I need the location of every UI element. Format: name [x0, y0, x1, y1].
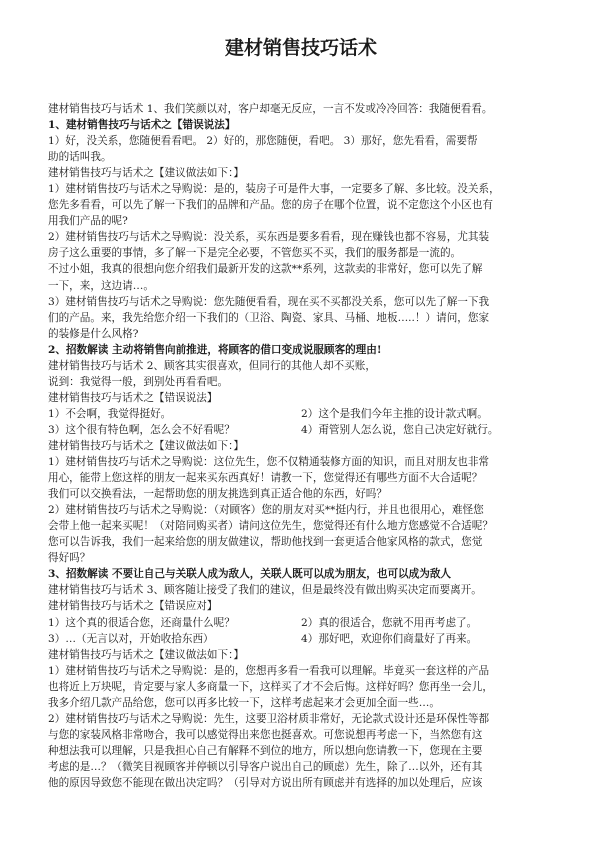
- option-item: 1）这个真的很适合您，还商量什么呢？: [48, 616, 235, 629]
- option-item: 2）这个是我们今年主推的设计款式啊。: [301, 407, 488, 420]
- paragraph: 与您的家装风格非常吻合，我可以感觉得出来您也挺喜欢。可您说想再考虑一下，当然您有这: [48, 728, 483, 741]
- paragraph: 您先多看看，可以先了解一下我们的品牌和产品。您的房子在哪个位置，说不定您这个小区也有: [48, 199, 493, 212]
- paragraph: 助的话叫我。: [48, 151, 112, 164]
- paragraph: 建材销售技巧与话术 3、顾客随让接受了我们的建议，但是最终没有做出购买决定而要离开。: [48, 584, 482, 597]
- paragraph: 我多介绍几款产品给您，您可以再多比较一下，这样考虑起来才会更加全面一些…。: [48, 696, 440, 709]
- paragraph: 的装修是什么风格?: [48, 327, 139, 340]
- paragraph: 2）建材销售技巧与话术之导购说：（对顾客）您的朋友对买**挺内行，并且也很用心，难怪您: [48, 504, 484, 517]
- paragraph: 1）建材销售技巧与话术之导购说：这位先生，您不仅精通装修方面的知识，而且对朋友也非常: [48, 456, 490, 469]
- paragraph: 用我们产品的呢?: [48, 215, 128, 228]
- paragraph: 房子这么重要的事情，多了解一下是完全必要，不管您买不买，我们的服务都是一流的。: [48, 247, 462, 260]
- option-item: 4）甭管别人怎么说，您自己决定好就行。: [301, 423, 499, 436]
- paragraph: 种想法我可以理解，只是我担心自己有解释不到位的地方，所以想向您请教一下，您现在主要: [48, 744, 483, 757]
- paragraph: 得好吗？: [48, 552, 91, 565]
- paragraph: 建材销售技巧与话术之【建议做法如下：】: [48, 167, 244, 180]
- paragraph: 建材销售技巧与话术 1、我们笑颜以对，客户却毫无反应，一言不发或冷冷回答：我随便看看。: [48, 103, 493, 115]
- paragraph: 建材销售技巧与话术之【建议做法如下：】: [48, 648, 244, 661]
- paragraph: 我们可以交换看法，一起帮助您的朋友挑选到真正适合他的东西，好吗？: [48, 488, 387, 501]
- option-row: [48, 615, 554, 631]
- option-item: 3）这个很有特色啊，怎么会不好看呢？: [48, 423, 235, 436]
- option-item: 2）真的很适合，您就不用再考虑了。: [301, 616, 478, 629]
- option-row: [48, 422, 554, 438]
- option-row: [48, 631, 554, 647]
- option-item: 3）…（无言以对，开始收拾东西）: [48, 632, 214, 645]
- paragraph: 2）建材销售技巧与话术之导购说：先生，这要卫浴材质非常好，无论款式设计还是环保性等都: [48, 712, 490, 725]
- paragraph: 建材销售技巧与话术之【错误应对】: [48, 600, 218, 613]
- paragraph: 1）好，没关系，您随便看看吧。 2）好的，那您随便，看吧。 3）那好，您先看看，需要帮: [48, 135, 478, 148]
- paragraph: 3）建材销售技巧与话术之导购说：您先随便看看，现在买不买都没关系，您可以先了解一下我: [48, 295, 490, 308]
- option-row: [48, 406, 554, 422]
- section-heading: 2、招数解读 主动将销售向前推进，将顾客的借口变成说服顾客的理由!: [48, 343, 382, 356]
- paragraph: 建材销售技巧与话术 2、顾客其实很喜欢，但同行的其他人却不买账，: [48, 359, 376, 372]
- paragraph: 会带上他一起来买呢！（对陪同购买者）请问这位先生，您觉得还有什么地方您感觉不合适呢？: [48, 520, 493, 533]
- paragraph: 一下，来，这边请…。: [48, 279, 154, 292]
- paragraph: 建材销售技巧与话术之【错误说法】: [48, 391, 218, 404]
- paragraph: 2）建材销售技巧与话术之导购说：没关系，买东西是要多看看，现在赚钱也都不容易，尤其装: [48, 231, 490, 244]
- section-heading: 1、建材销售技巧与话术之【错误说法】: [48, 119, 236, 132]
- paragraph: 也将近上万块呢，肯定要与家人多商量一下，这样买了才不会后悔。这样好吗？您再坐一会儿，: [48, 680, 493, 693]
- paragraph: 1）建材销售技巧与话术之导购说：是的，装房子可是件大事，一定要多了解、多比较。没关系，: [48, 183, 500, 196]
- paragraph: 说到：我觉得一般，到别处再看看吧。: [48, 375, 229, 388]
- paragraph: 建材销售技巧与话术之【建议做法如下：】: [48, 439, 244, 452]
- paragraph: 1）建材销售技巧与话术之导购说：是的，您想再多看一看我可以理解。毕竟买一套这样的产品: [48, 664, 490, 677]
- paragraph: 他的原因导致您不能现在做出决定吗？（引导对方说出所有顾虑并有选择的加以处理后，应该: [48, 776, 483, 789]
- paragraph: 不过小姐，我真的很想向您介绍我们最新开发的这款**系列，这款卖的非常好，您可以先了解: [48, 263, 483, 276]
- document-title: 建材销售技巧话术: [224, 37, 377, 59]
- paragraph: 用心，能带上您这样的朋友一起来买东西真好！请教一下，您觉得还有哪些方面不大合适呢？: [48, 472, 483, 485]
- section-heading: 3、招数解读 不要让自己与关联人成为敌人，关联人既可以成为朋友，也可以成为敌人: [48, 568, 452, 581]
- option-item: 4）那好吧，欢迎你们商量好了再来。: [301, 632, 478, 645]
- option-item: 1）不会啊，我觉得挺好。: [48, 407, 172, 420]
- paragraph: 们的产品。来，我先给您介绍一下我们的（卫浴、陶瓷、家具、马桶、地板…..！）请问，您家: [48, 311, 490, 324]
- paragraph: 考虑的是…？（微笑目视顾客并停顿以引导客户说出自己的顾虑）先生，除了…以外，还有其: [48, 760, 483, 773]
- paragraph: 您可以告诉我，我们一起来给您的朋友做建议，帮助他找到一套更适合他家风格的款式，您觉: [48, 536, 483, 549]
